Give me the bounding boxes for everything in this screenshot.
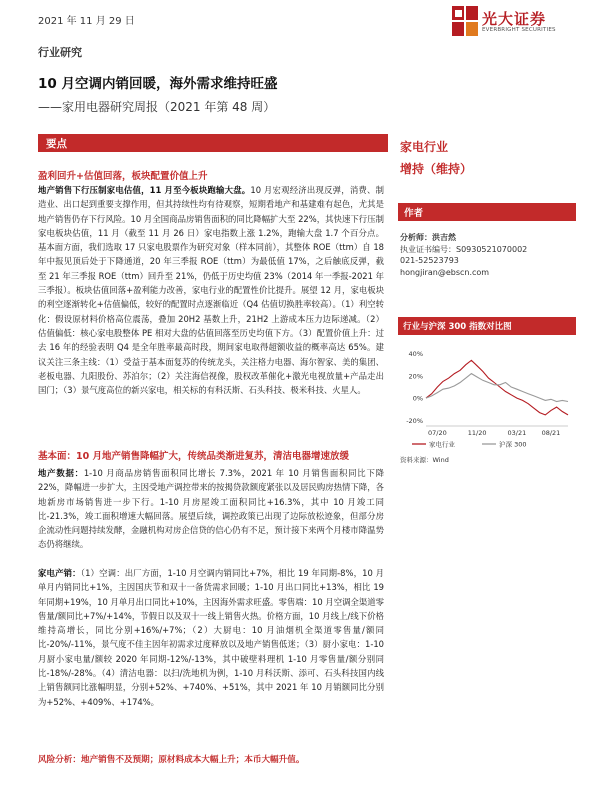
- paragraph-valuation: [38, 183, 384, 397]
- risk-analysis: 风险分析：地产销售不及预期；原材料成本大幅上升；本币大幅升值。: [38, 755, 305, 765]
- comparison-chart: [398, 340, 578, 470]
- y-tick-label: 20%: [408, 372, 423, 381]
- y-tick-label: 0%: [412, 394, 423, 403]
- everbright-logo-icon: [452, 6, 478, 38]
- industry-name: 家电行业: [400, 140, 449, 154]
- report-date: 2021 年 11 月 29 日: [38, 16, 135, 27]
- y-tick-label: 40%: [408, 350, 423, 359]
- y-tick-label: -20%: [406, 416, 423, 425]
- report-subtitle: ——家用电器研究周报（2021 年第 48 周）: [38, 100, 276, 114]
- key-points-bar: [38, 134, 388, 152]
- paragraph-appliance-lead: 家电产销：: [38, 568, 81, 578]
- paragraph-property-lead: 地产数据：: [38, 468, 84, 478]
- series-line-1: [426, 374, 568, 402]
- author-info: [400, 232, 527, 278]
- analyst-phone: 021-52523793: [400, 256, 459, 265]
- subhead-valuation: 盈利回升+估值回落，板块配置价值上升: [38, 171, 208, 182]
- paragraph-property-body: 1-10 月商品房销售面积同比增长 7.3%，2021 年 10 月销售面积同比下降 22%，降幅进一步扩大，主因受地产调控带来的按揭贷款额度紧张以及居民购房热情下降，各地新房市场销售进一步下行。1-10 月房屋竣工面积同比+16.3%，其中 10 月竣工同比-21.3%，竣工面积增速大幅回落。展望后续，调控政策已出现了边际放松迹象，但部分房企流动性问题持续发酵，金融机构对房企信贷的信心仍有不足，预计接下来两个月楼市降温势态仍将继续。: [38, 468, 384, 550]
- x-tick-label: 11/20: [467, 429, 487, 437]
- paragraph-valuation-body: 10 月宏观经济出现反弹，消费、制造业、出口起到重要支撑作用，但其持续性均有待观察，短期看地产和基建难有起色，尤其是地产销售仍存下行风险。10 月全国商品房销售面积的同比降幅扩大至 22%，其快速下行压制家电板块估值，11 月（截至 11 月 26 日）家电指数上涨 1.2%，跑输大盘 1.7 个百分点。基本面方面，我们选取 17 只家电股票作为研究对象（样本同前），其整体 ROE（ttm）自 18 年中报见顶后处于下降通道，20 年三季报 ROE（ttm）为最低值 17%，之后触底反弹，截至 21 年三季报 ROE（ttm）回升至 21%，仍低于历史均值 23%（2014 年一季报-2021 年三季报）。板块估值回落+盈利能力改善，家电行业的配置性价比提升。展望 12 月，家电板块的利空逐渐转化+估值偏低，较好的配置时点逐渐临近（Q4 估值切换胜率较高）。（1）利空转化：假设原材料价格高位震荡，叠加 20H2 基数上升，21H2 上游成本压力边际递减。（2）估值偏低：核心家电股整体 PE 相对大盘的估值回落至历史均值下方。（3）配置价值上升：过去 16 年的经验表明 Q4 是全年胜率最高时段，期间家电取得超额收益的概率高达 65%。建议关注三条主线：（1）受益于基本面复苏的传统龙头，关注格力电器、海尔智家、美的集团、老板电器、九阳股份、苏泊尔；（2）关注海信视像，股权改革催化+激光电视放量+产品走出国门；（3）景气度高位的新兴家电，相关标的有科沃斯、石头科技、极米科技、火星人。: [38, 185, 384, 396]
- subhead-fundamentals: 基本面：10 月地产销售降幅扩大，传统品类渐进复苏，清洁电器增速放缓: [38, 451, 350, 462]
- x-tick-label: 08/21: [541, 429, 561, 437]
- paragraph-valuation-lead: 地产销售下行压制家电估值，11 月至今板块跑输大盘。: [38, 185, 251, 195]
- series-line-0: [426, 360, 568, 415]
- chart-title-bar: [398, 317, 576, 335]
- x-tick-label: 03/21: [507, 429, 527, 437]
- paragraph-appliance-sales: [38, 566, 384, 709]
- key-points-label: 要点: [46, 138, 67, 150]
- paragraph-appliance-body: （1）空调：出厂方面，1-10 月空调内销同比+7%，相比 19 年同期-8%，10 月单月内销同比+1%，主因国庆节和双十一备货需求回暖；1-10 月出口同比+13%，相比 19 年同期+19%，10 月单月出口同比+10%，主因海外需求旺盛。零售端：10 月空调全渠道零售量/额同比+7%/+14%，节假日以及双十一线上销售火热。价格方面，10 月线上/线下价格维持高增长，同比分别+16%/+7%；（2）大厨电：10 月油烟机全渠道零售量/额同比-20%/-11%，景气度不佳主因年初需求过度释放以及地产销售低迷；（3）厨小家电：1-10 月厨小家电量/额较 2020 年同期-12%/-13%，其中破壁料理机 1-10 月零售量/额分别同比-18%/-28%。（4）清洁电器：以扫/洗地机为例，1-10 月科沃斯、添可、石头科技国内线上销售额同比涨幅明显，分别+52%、+740%、+51%，其中 2021 年 10 月销额同比分别为+52%、+409%、+174%。: [38, 568, 385, 707]
- analyst-name: 分析师：洪吉然: [400, 233, 456, 242]
- logo-cn: 光大证券: [482, 10, 547, 28]
- chart-source: 资料来源：Wind: [400, 456, 449, 464]
- legend-label-0: 家电行业: [429, 440, 455, 449]
- chart-title: 行业与沪深 300 指数对比图: [403, 322, 512, 332]
- analyst-email[interactable]: hongjiran@ebscn.com: [400, 267, 490, 277]
- author-label: 作者: [404, 208, 424, 219]
- company-logo: [452, 6, 572, 40]
- industry-rating: 增持（维持）: [400, 162, 473, 176]
- section-label: 行业研究: [38, 46, 82, 59]
- paragraph-property: [38, 466, 384, 552]
- report-title: 10 月空调内销回暖，海外需求维持旺盛: [38, 76, 278, 92]
- author-bar: [398, 203, 576, 221]
- x-tick-label: 07/20: [427, 429, 447, 437]
- legend-label-1: 沪深 300: [499, 440, 527, 449]
- logo-en: EVERBRIGHT SECURITIES: [482, 27, 556, 33]
- analyst-cert: 执业证书编号：S0930521070002: [400, 244, 528, 254]
